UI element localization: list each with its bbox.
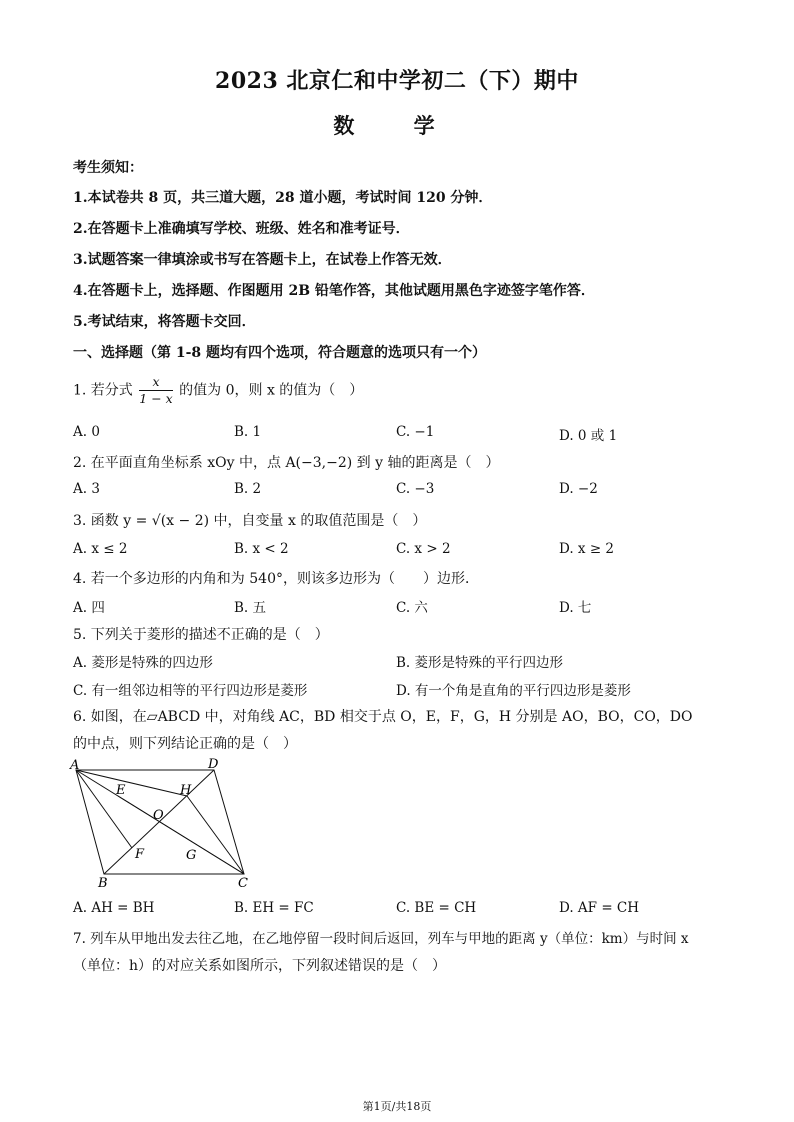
question-3-option-d: D. x ≥ 2	[559, 541, 615, 557]
question-1-suffix: 的值为 0，则 x 的值为（ ）	[179, 382, 364, 399]
question-1-option-a: A. 0	[73, 424, 100, 440]
question-6-option-a: A. AH = BH	[73, 900, 155, 916]
question-6-option-d: D. AF = CH	[559, 900, 640, 916]
question-4-stem: 4. 若一个多边形的内角和为 540°，则该多边形为（ ）边形．	[73, 571, 479, 587]
label-g: G	[186, 848, 197, 863]
fraction-numerator: x	[139, 374, 172, 391]
notice-item-3: 3.试题答案一律填涂或书写在答题卡上，在试卷上作答无效．	[73, 252, 452, 268]
question-3-option-b: B. x < 2	[234, 541, 289, 557]
exam-title: 2023 北京仁和中学初二（下）期中	[215, 68, 579, 94]
label-b: B	[98, 876, 108, 891]
question-2-option-a: A. 3	[73, 481, 100, 497]
question-5-option-b: B. 菱形是特殊的平行四边形	[396, 655, 564, 671]
question-7-stem-line-1: 7. 列车从甲地出发去往乙地，在乙地停留一段时间后返回，列车与甲地的距离 y（单位：km）与时间 x	[73, 931, 689, 947]
notice-item-4: 4.在答题卡上，选择题、作图题用 2B 铅笔作答，其他试题用黑色字迹签字笔作答．	[73, 283, 595, 299]
segment-ah	[76, 770, 187, 796]
question-2-option-d: D. −2	[559, 481, 598, 497]
question-1-fraction	[139, 374, 172, 407]
subject-title: 数 学	[333, 113, 461, 138]
question-3-stem: 3. 函数 y = √(x − 2) 中，自变量 x 的取值范围是（ ）	[73, 513, 427, 529]
question-6-option-b: B. EH = FC	[234, 900, 314, 916]
fraction-denominator: 1 − x	[139, 391, 173, 406]
question-3-option-c: C. x > 2	[396, 541, 451, 557]
question-1-prefix: 1. 若分式	[73, 382, 133, 399]
label-f: F	[135, 847, 145, 862]
question-6-option-c: C. BE = CH	[396, 900, 477, 916]
question-1-option-b: B. 1	[234, 424, 262, 440]
label-o: O	[153, 808, 164, 823]
label-d: D	[208, 757, 219, 772]
notice-item-5: 5.考试结束，将答题卡交回．	[73, 314, 256, 330]
question-1-option-d: D. 0 或 1	[559, 428, 618, 444]
question-5-option-c: C. 有一组邻边相等的平行四边形是菱形	[73, 683, 308, 699]
notice-heading: 考生须知：	[73, 160, 143, 176]
question-7-stem-line-2: （单位：h）的对应关系如图所示，下列叙述错误的是（ ）	[73, 958, 447, 974]
question-2-stem: 2. 在平面直角坐标系 xOy 中，点 A(−3,−2) 到 y 轴的距离是（ ）	[73, 455, 500, 471]
question-5-option-d: D. 有一个角是直角的平行四边形是菱形	[396, 683, 631, 699]
question-6-stem-line-2: 的中点，则下列结论正确的是（ ）	[73, 736, 297, 752]
question-5-stem: 5. 下列关于菱形的描述不正确的是（ ）	[73, 627, 329, 643]
label-h: H	[180, 783, 192, 798]
question-1-option-c: C. −1	[396, 424, 435, 440]
parallelogram-figure	[66, 756, 266, 892]
question-4-option-b: B. 五	[234, 600, 267, 616]
question-4-option-a: A. 四	[73, 600, 105, 616]
notice-item-1: 1.本试卷共 8 页，共三道大题，28 道小题，考试时间 120 分钟．	[73, 190, 493, 206]
page-footer: 第1页/共18页	[362, 1100, 432, 1113]
segment-af	[76, 770, 132, 848]
question-2-option-c: C. −3	[396, 481, 435, 497]
label-e: E	[116, 783, 126, 798]
question-3-option-a: A. x ≤ 2	[73, 541, 128, 557]
question-1-stem	[73, 374, 363, 407]
question-4-option-c: C. 六	[396, 600, 428, 616]
question-5-option-a: A. 菱形是特殊的四边形	[73, 655, 213, 671]
label-c: C	[238, 876, 248, 891]
section-heading: 一、选择题（第 1-8 题均有四个选项，符合题意的选项只有一个）	[73, 345, 487, 361]
question-4-option-d: D. 七	[559, 600, 592, 616]
label-a: A	[70, 758, 80, 773]
question-2-option-b: B. 2	[234, 481, 262, 497]
question-6-stem-line-1: 6. 如图，在▱ABCD 中，对角线 AC，BD 相交于点 O，E，F，G，H 分别是 AO，BO，CO，DO	[73, 709, 693, 725]
notice-item-2: 2.在答题卡上准确填写学校、班级、姓名和准考证号．	[73, 221, 410, 237]
